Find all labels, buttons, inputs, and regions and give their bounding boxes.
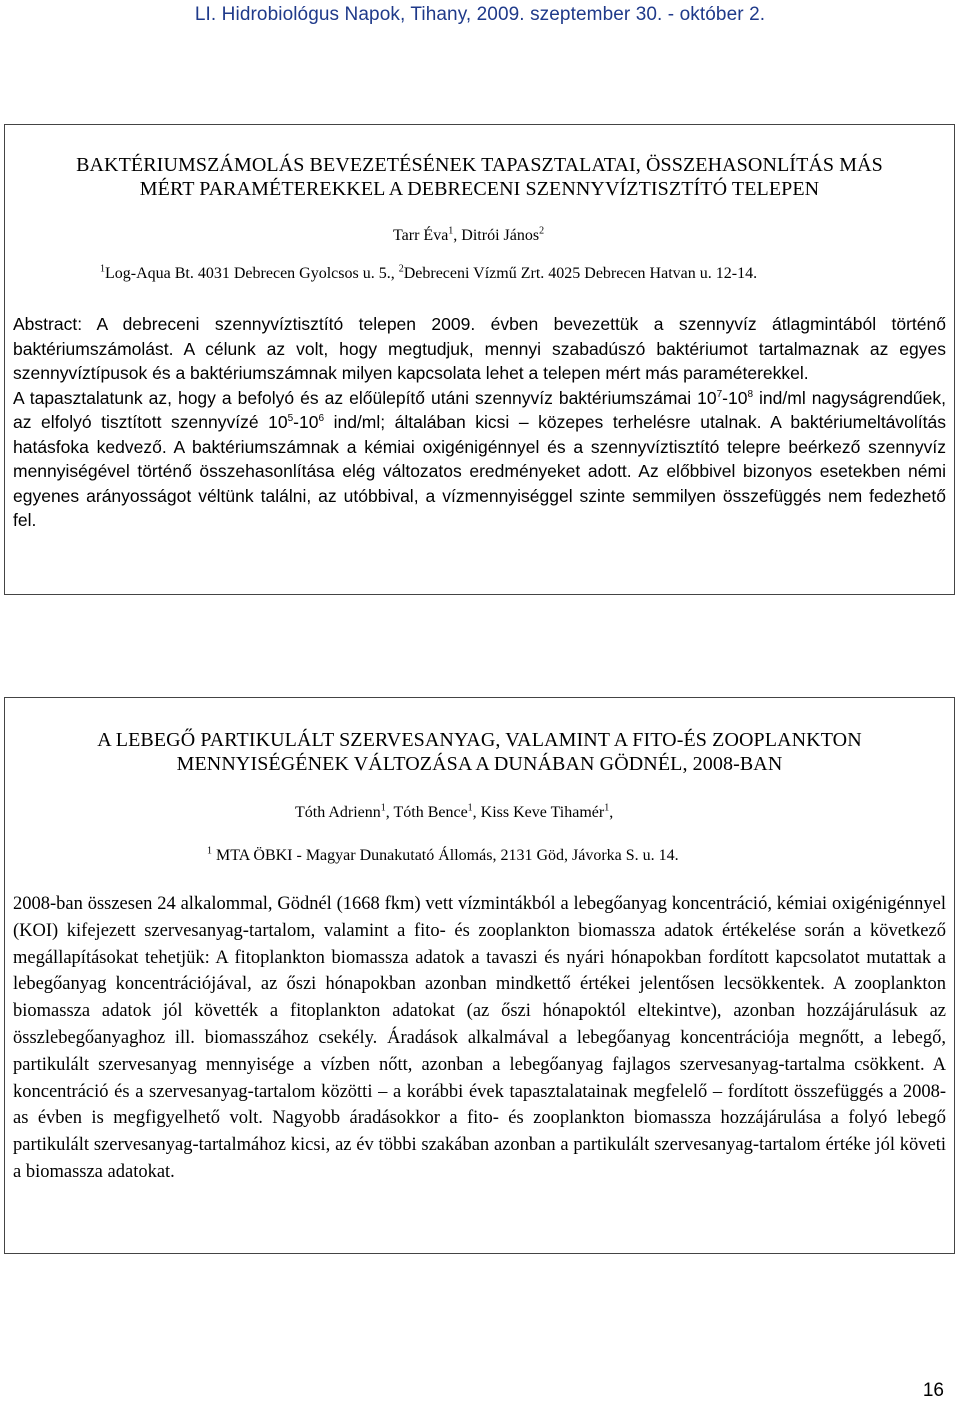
author-name: Tarr Éva	[393, 227, 449, 244]
article-2-affiliation	[207, 847, 679, 865]
exponent: 7	[716, 388, 723, 400]
author-name: Ditrói János	[461, 227, 540, 244]
article-1-title-line-2: MÉRT PARAMÉTEREKKEL A DEBRECENI SZENNYVÍZTISZTÍTÓ TELEPEN	[139, 178, 820, 200]
author-name: , Tóth Bence	[385, 804, 468, 821]
abstract-paragraph-1: Abstract: A debreceni szennyvíztisztító telepen 2009. évben bevezettük a szennyvíz átlagmintából történő baktériumszámolást. A célunk az volt, hogy megtudjuk, mennyi szabadúszó baktériumot tartalmaznak az egyes szennyvíztípusok és a baktériumszámnak milyen kapcsolata lehet a telepen mért más paraméterekkel.	[13, 314, 946, 383]
text-run: ind/ml; általában kicsi – közepes terhelésre utalnak. A baktériumeltávolítás hatásfoka kedvező. A baktériumszámnak a kémiai oxigénigénnyel és a szennyvíztisztító telepre beérkező szennyvíz mennyiségével történő összehasonlítása elég változatos eredményeket adott. Az előbbivel bizonyos esetekben némi egyenes arányosságot véltünk találni, az utóbbival, a vízmennyiséggel szinte semmilyen összefüggés nem fedezhető fel.	[13, 412, 946, 530]
text-run: A tapasztalatunk az, hogy a befolyó és az előülepítő utáni szennyvíz baktériumszámai 10	[13, 387, 717, 408]
text-run: -10	[722, 387, 748, 408]
author-affil-sup: 1	[604, 802, 610, 814]
article-1-affiliations	[100, 265, 757, 283]
author-name: Tóth Adrienn	[295, 804, 381, 821]
author-name: , Kiss Keve Tihamér	[472, 804, 605, 821]
author-affil-sup: 1	[467, 802, 473, 814]
article-1-authors	[393, 227, 544, 245]
article-2-box	[4, 697, 955, 1254]
author-separator: ,	[453, 227, 462, 244]
text-run: ind/ml nagyságrendűek, az elfolyó tisztított szennyvízé 10	[13, 387, 946, 432]
abstract-paragraph-2	[13, 386, 946, 533]
running-header: LI. Hidrobiológus Napok, Tihany, 2009. szeptember 30. - október 2.	[194, 4, 766, 25]
article-1-abstract	[13, 312, 946, 533]
affil-sup: 1	[100, 263, 105, 275]
article-2-title-line-1: A LEBEGŐ PARTIKULÁLT SZERVESANYAG, VALAMINT A FITO-ÉS ZOOPLANKTON	[97, 729, 862, 751]
exponent: 6	[318, 413, 325, 425]
text-run: -10	[293, 412, 319, 432]
article-2-abstract	[13, 891, 946, 1186]
affil-sup: 1	[207, 845, 212, 857]
article-1-box	[4, 124, 955, 595]
affil-sup: 2	[398, 263, 404, 275]
article-2-title	[5, 728, 954, 776]
affiliation-1: Log-Aqua Bt. 4031 Debrecen Gyolcsos u. 5.,	[105, 265, 399, 282]
article-2-title-line-2: MENNYISÉGÉNEK VÁLTOZÁSA A DUNÁBAN GÖDNÉL, 2008-BAN	[176, 753, 783, 775]
author-affil-sup: 1	[380, 802, 386, 814]
page-number: 16	[922, 1380, 944, 1401]
author-affil-sup: 1	[448, 225, 454, 237]
affiliation: MTA ÖBKI - Magyar Dunakutató Állomás, 2131 Göd, Jávorka S. u. 14.	[212, 847, 679, 864]
article-2-authors	[295, 804, 613, 822]
exponent: 5	[287, 413, 294, 425]
author-affil-sup: 2	[539, 225, 545, 237]
article-1-title	[5, 153, 954, 201]
article-1-title-line-1: BAKTÉRIUMSZÁMOLÁS BEVEZETÉSÉNEK TAPASZTALATAI, ÖSSZEHASONLÍTÁS MÁS	[76, 154, 883, 176]
exponent: 8	[747, 388, 754, 400]
abstract-paragraph: 2008-ban összesen 24 alkalommal, Gödnél (1668 fkm) vett vízmintákból a lebegőanyag koncentráció, kémiai oxigénigénnyel (KOI) kifejezett szervesanyag-tartalom, valamint a fito- és zooplankton biomassza adatok értékelése során a következő megállapításokat tehetjük: A fitoplankton biomassza adatok a tavaszi és nyári hónapokban fordított kapcsolatot mutattak a lebegőanyag koncentrációjával, az őszi hónapokban azonban mindkettő értékei jelentősen lecsökkentek. A zooplankton biomassza adatok jól követték a fitoplankton adatokat (az őszi hónapoktól eltekintve), azonban hozzájárulásuk az összlebegőanyaghoz ill. biomasszához csekély. Áradások alkalmával a lebegőanyag koncentrációja megnőtt, a lebegő, partikulált szervesanyag mennyisége a vízben nőtt, azonban a lebegőanyag fajlagos szervesanyag-tartalma csökkent. A koncentráció és a szervesanyag-tartalom közötti – a korábbi évek tapasztalatainak megfelelő – fordított összefüggés a 2008-as évben is megfigyelhető volt. Nagyobb áradásokkor a fito- és zooplankton biomassza hozzájárulása a folyó lebegő partikulált szervesanyag-tartalmához kicsi, az év többi szakában azonban a partikulált szervesanyag-tartalom értéke jól követi a biomassza adatokat.	[13, 894, 946, 1182]
author-separator: ,	[609, 804, 614, 821]
affiliation-2: Debreceni Vízmű Zrt. 4025 Debrecen Hatvan u. 12-14.	[403, 265, 758, 282]
